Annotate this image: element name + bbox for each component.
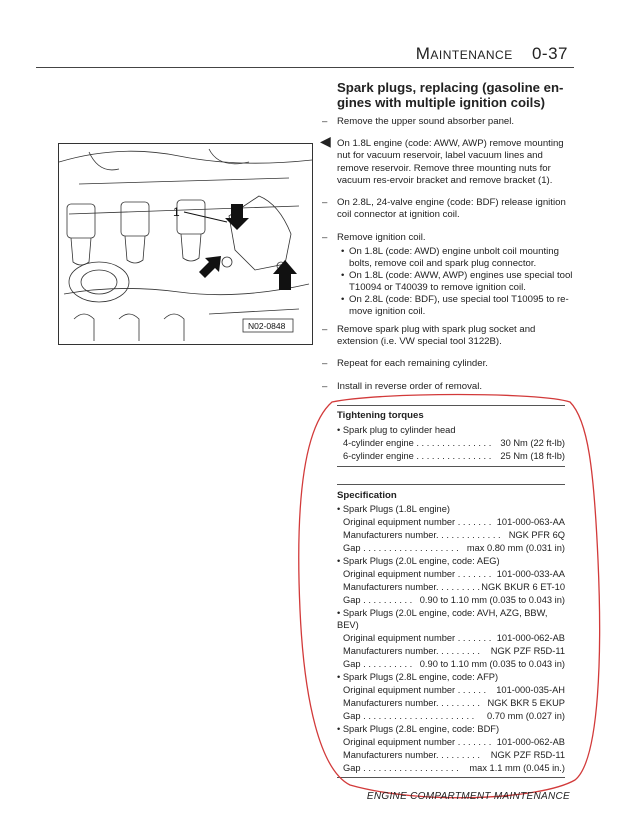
figure-code: N02-0848 xyxy=(248,321,286,331)
spec-group-4: • Spark Plugs (2.8L engine, code: AFP) xyxy=(337,672,499,682)
section-heading: Spark plugs, replacing (gasoline en-gines with multiple ignition coils) xyxy=(337,80,564,110)
spec-row: Original equipment number . . . . . . . 101-000-033-AA xyxy=(343,569,565,579)
spec-row: Manufacturers number. . . . . . . . . NGK BKR 5 EKUP xyxy=(343,698,565,708)
spec-title: Specification xyxy=(337,490,397,501)
spec-row: Original equipment number . . . . . . . 101-000-063-AA xyxy=(343,517,565,527)
step-6: – Repeat for each remaining cylinder. xyxy=(322,358,488,369)
spec-row: Original equipment number . . . . . . 101-000-035-AH xyxy=(343,685,565,695)
callout-1: 1 xyxy=(173,205,180,219)
spec-row: Manufacturers number. . . . . . . . . NGK PZF R5D-11 xyxy=(343,750,565,760)
spec-row: Original equipment number . . . . . . . 101-000-062-AB xyxy=(343,633,565,643)
spec-row: Gap . . . . . . . . . . 0.90 to 1.10 mm (0.035 to 0.043 in) xyxy=(343,659,565,669)
torque-row-6cyl: 6-cylinder engine . . . . . . . . . . . . . . . 25 Nm (18 ft-lb) xyxy=(343,451,565,461)
torque-row-4cyl: 4-cylinder engine . . . . . . . . . . . . . . . 30 Nm (22 ft-lb) xyxy=(343,438,565,448)
step-1: – Remove the upper sound absorber panel. xyxy=(322,116,515,127)
spec-row: Gap . . . . . . . . . . . . . . . . . . . max 0.80 mm (0.031 in) xyxy=(343,543,565,553)
spec-row: Manufacturers number. . . . . . . . . NGK BKUR 6 ET-10 xyxy=(343,582,565,592)
spec-group-5: • Spark Plugs (2.8L engine, code: BDF) xyxy=(337,724,500,734)
spec-group-3: • Spark Plugs (2.0L engine, code: AVH, AZG, BBW, BEV) xyxy=(337,608,548,631)
coil-bullet-2: • On 1.8L (code: AWW, AWP) engines use special tool T10094 or T40039 to remove ignition coil. xyxy=(341,270,573,294)
spec-row: Manufacturers number. . . . . . . . . . . . . NGK PFR 6Q xyxy=(343,530,565,540)
section-title: Maintenance xyxy=(415,44,513,63)
page-number: 0-37 xyxy=(531,44,568,63)
coil-bullet-1: • On 1.8L (code: AWD) engine unbolt coil mounting bolts, remove coil and spark plug connector. xyxy=(341,246,559,270)
spec-group-2: • Spark Plugs (2.0L engine, code: AEG) xyxy=(337,556,500,566)
step-4: – Remove ignition coil. xyxy=(322,232,426,243)
step-7: – Install in reverse order of removal. xyxy=(322,381,483,392)
torque-item: • Spark plug to cylinder head xyxy=(337,425,456,435)
page-footer: ENGINE COMPARTMENT MAINTENANCE xyxy=(366,791,570,802)
torque-title: Tightening torques xyxy=(337,410,424,421)
spec-row: Original equipment number . . . . . . . 101-000-062-AB xyxy=(343,737,565,747)
pointer-icon: ◀ xyxy=(320,133,331,149)
spec-row: Gap . . . . . . . . . . 0.90 to 1.10 mm (0.035 to 0.043 in) xyxy=(343,595,565,605)
spec-row: Gap . . . . . . . . . . . . . . . . . . . . . . 0.70 mm (0.027 in) xyxy=(343,711,565,721)
spec-row: Gap . . . . . . . . . . . . . . . . . . . max 1.1 mm (0.045 in.) xyxy=(343,763,565,773)
spec-group-1: • Spark Plugs (1.8L engine) xyxy=(337,504,450,514)
spec-row: Manufacturers number. . . . . . . . . NGK PZF R5D-11 xyxy=(343,646,565,656)
step-3: – On 2.8L, 24-valve engine (code: BDF) release ignition coil connector at ignition coil. xyxy=(322,197,566,221)
step-5: – Remove spark plug with spark plug socket and extension (i.e. VW special tool 3122B). xyxy=(322,324,536,348)
coil-bullet-3: • On 2.8L (code: BDF), use special tool T10095 to re-move ignition coil. xyxy=(341,294,569,318)
step-2: ◀ On 1.8L engine (code: AWW, AWP) remove mounting nut for vacuum reservoir, label vacuum lines and remove reservoir. Remove three mounting nuts for vacuum res-ervoir bracket and remove bracket (1). xyxy=(320,133,564,187)
